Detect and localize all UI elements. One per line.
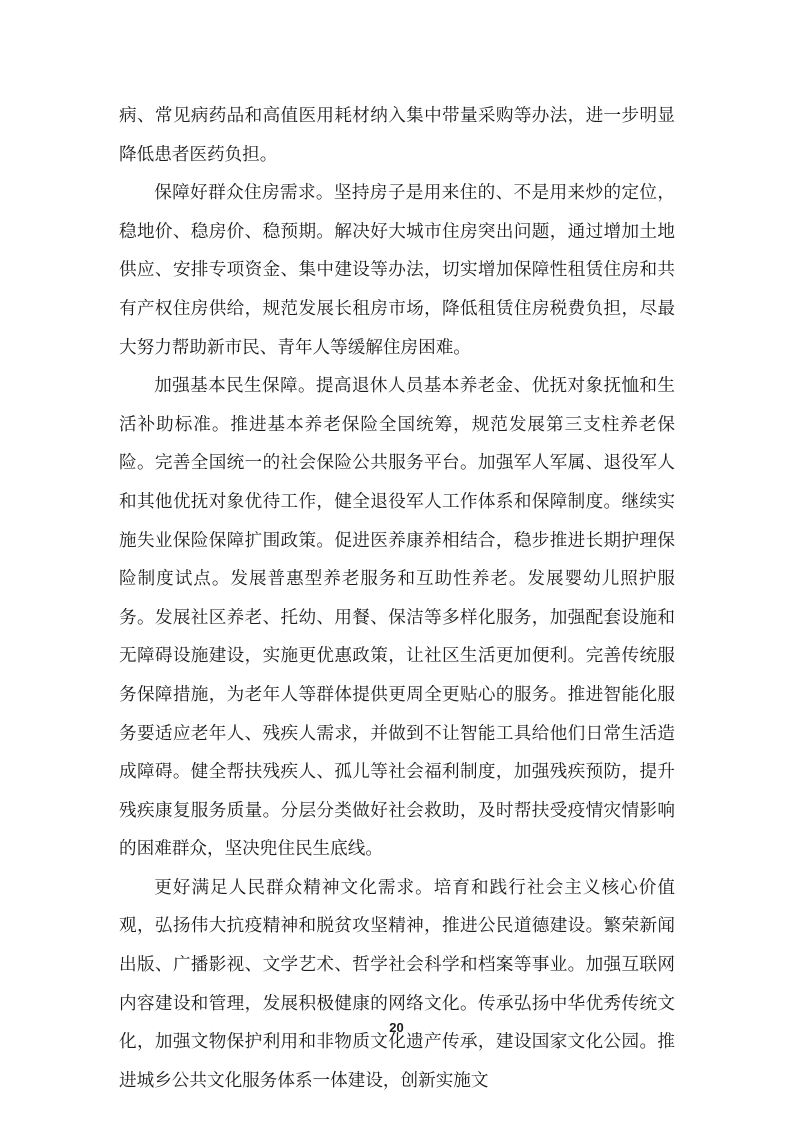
page-number: 20	[389, 1020, 404, 1035]
paragraph-housing: 保障好群众住房需求。坚持房子是用来住的、不是用来炒的定位，稳地价、稳房价、稳预期。解决好大城市住房突出问题，通过增加土地供应、安排专项资金、集中建设等办法，切实增加保障性租赁住房和共有产权住房供给，规范发展长租房市场，降低租赁住房税费负担，尽最大努力帮助新市民、青年人等缓解住房困难。	[119, 183, 675, 358]
body-text	[119, 97, 675, 1100]
paragraph-medical-burden: 病、常见病药品和高值医用耗材纳入集中带量采购等办法，进一步明显降低患者医药负担。	[119, 106, 675, 165]
paragraph-basic-livelihood: 加强基本民生保障。提高退休人员基本养老金、优抚对象抚恤和生活补助标准。推进基本养老保险全国统筹，规范发展第三支柱养老保险。完善全国统一的社会保险公共服务平台。加强军人军属、退役军人和其他优抚对象优待工作，健全退役军人工作体系和保障制度。继续实施失业保险保障扩围政策。促进医养康养相结合，稳步推进长期护理保险制度试点。发展普惠型养老服务和互助性养老。发展婴幼儿照护服务。发展社区养老、托幼、用餐、保洁等多样化服务，加强配套设施和无障碍设施建设，实施更优惠政策，让社区生活更加便利。完善传统服务保障措施，为老年人等群体提供更周全更贴心的服务。推进智能化服务要适应老年人、残疾人需求，并做到不让智能工具给他们日常生活造成障碍。健全帮扶残疾人、孤儿等社会福利制度，加强残疾预防，提升残疾康复服务质量。分层分类做好社会救助，及时帮扶受疫情灾情影响的困难群众，坚决兜住民生底线。	[119, 376, 675, 860]
paragraph-spiritual-culture: 更好满足人民群众精神文化需求。培育和践行社会主义核心价值观，弘扬伟大抗疫精神和脱贫攻坚精神，推进公民道德建设。繁荣新闻出版、广播影视、文学艺术、哲学社会科学和档案等事业。加强互联网内容建设和管理，发展积极健康的网络文化。传承弘扬中华优秀传统文化，加强文物保护利用和非物质文化遗产传承，建设国家文化公园。推进城乡公共文化服务体系一体建设，创新实施文	[119, 877, 675, 1091]
